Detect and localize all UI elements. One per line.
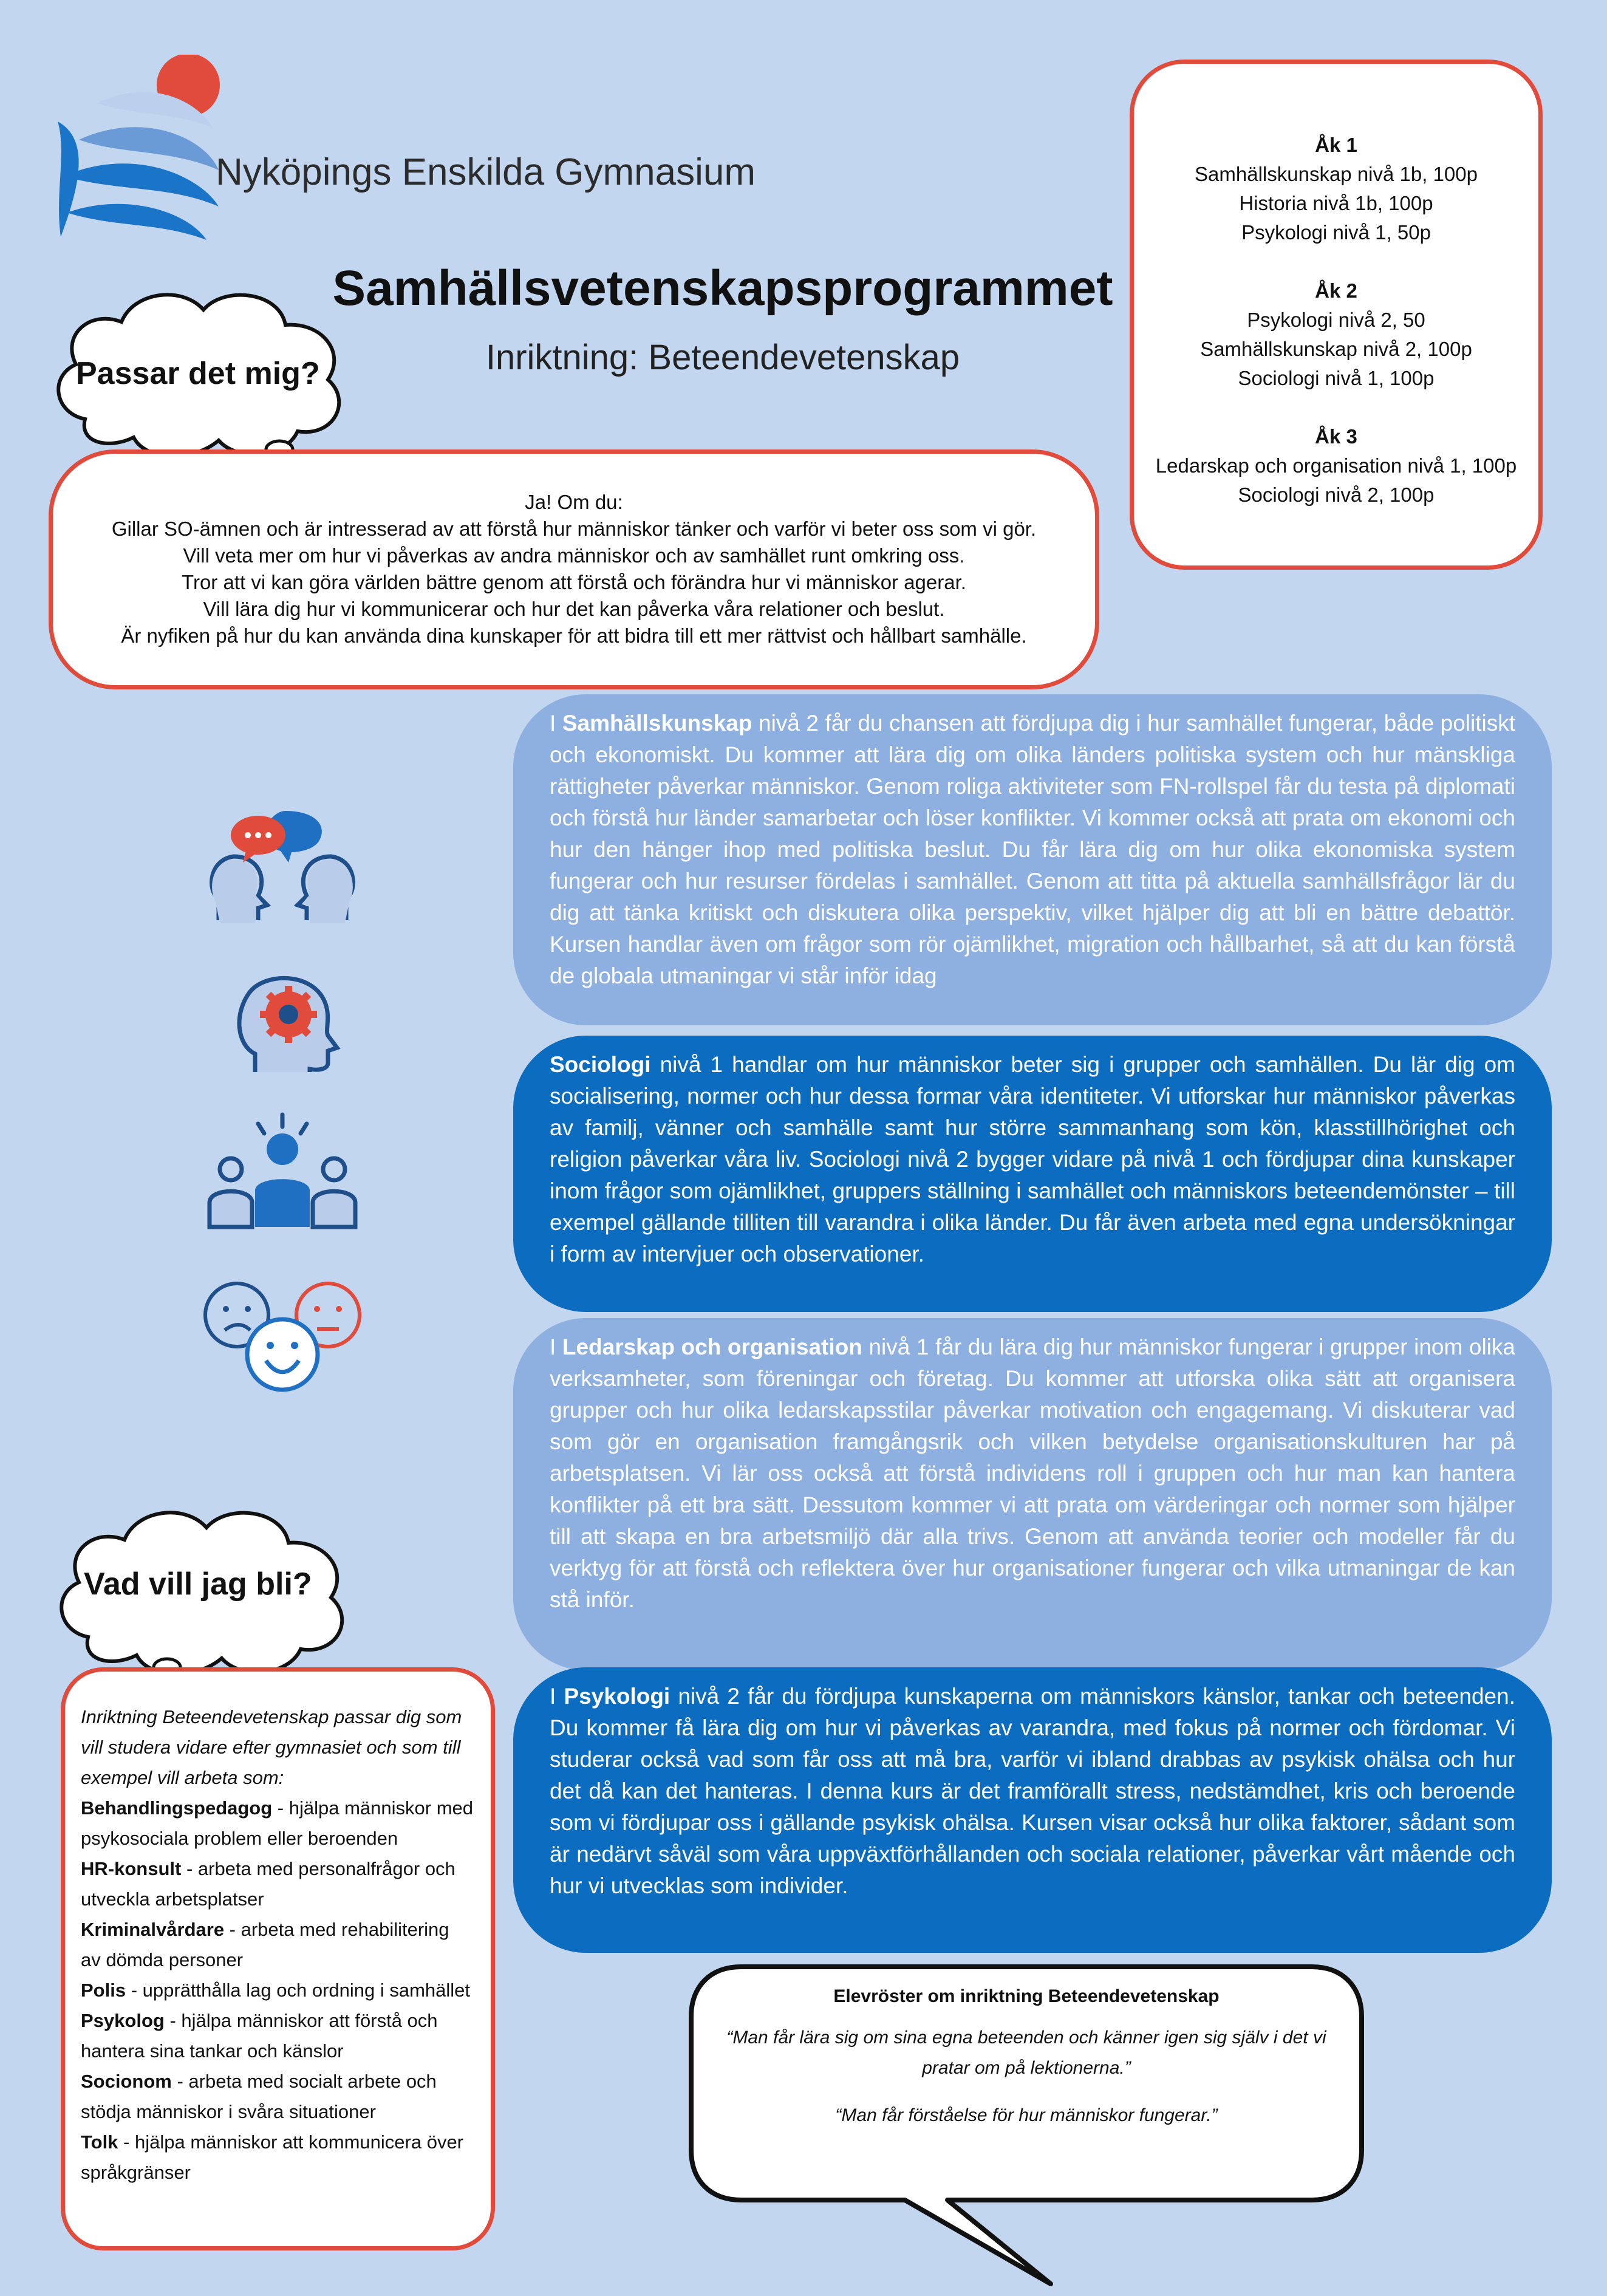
intro-line: Gillar SO-ämnen och är intresserad av att förstå hur människor tänker och varför vi beter oss som vi gör. [111, 518, 1037, 540]
emotion-faces-icon [200, 1276, 364, 1397]
year-course: Samhällskunskap nivå 1b, 100p [1195, 163, 1478, 185]
course-prefix: I [550, 1684, 564, 1709]
year-heading: Åk 1 [1315, 134, 1357, 156]
course-psykologi [513, 1667, 1552, 1953]
conversation-heads-icon [200, 799, 364, 945]
career-item: Behandlingspedagog - hjälpa människor med psykosociala problem eller beroenden [81, 1797, 474, 1849]
intro-line: Ja! Om du: [525, 491, 623, 513]
year-heading: Åk 3 [1315, 425, 1357, 448]
course-text: nivå 2 får du fördjupa kunskaperna om människors känslor, tankar och beteenden. Du kommer få lära dig om hur vi påverkas av varandra, med fokus på normer och fördomar. Vi studerar också vad som får oss att må bra, varför vi ibland drabbas av psykisk ohälsa och hur det då kan det hanteras. I denna kurs är det framförallt stress, nedstämdhet, kris och beroende som vi fördjupar oss i gällande psykisk ohälsa. Kursen visar också hur olika faktorer, sådant som är nedärvt såväl som våra uppväxtförhållanden och sociala relationer, påverkar vårt mående och hur vi utvecklas som individer. [550, 1684, 1515, 1898]
course-name: Sociologi [550, 1052, 651, 1077]
year-course: Psykologi nivå 2, 50 [1247, 309, 1425, 331]
head-gear-icon [200, 957, 364, 1078]
intro-line: Vill lära dig hur vi kommunicerar och hur det kan påverka våra relationer och beslut. [203, 598, 945, 620]
course-text: nivå 1 får du lära dig hur människor fungerar i grupper inom olika verksamheter, som föreningar och företag. Du kommer att utforska olika sätt att organisera grupper och hur olika ledarskapsstilar påverkar motivation och engagemang. Vi diskuterar vad som gör en organisation framgångsrik och vilken betydelse organisationskulturen har på arbetsplatsen. Vi lär oss också att förstå individens roll i gruppen och hur man kan hantera konflikter på ett bra sätt. Dessutom kommer vi att prata om värderingar och normer som hjälper till att skapa en bra arbetsmiljö där alla trivs. Genom att använda teorier och modeller får du verktyg för att förstå och reflektera över hur organisationer fungerar och vilka utmaningar de kan stå inför. [550, 1334, 1515, 1612]
year-course: Ledarskap och organisation nivå 1, 100p [1155, 454, 1517, 477]
careers-box [61, 1667, 495, 2250]
year-course: Sociologi nivå 1, 100p [1238, 367, 1435, 389]
course-prefix: I [550, 1334, 562, 1359]
course-name: Psykologi [564, 1684, 670, 1709]
career-item: Tolk - hjälpa människor att kommunicera över språkgränser [81, 2131, 464, 2183]
year-heading: Åk 2 [1315, 279, 1357, 302]
voices-heading: Elevröster om inriktning Beteendevetenskap [833, 1986, 1220, 2006]
course-name: Samhällskunskap [562, 711, 752, 736]
page-subtitle: Inriktning: Beteendevetenskap [485, 338, 960, 377]
student-quote: “Man får lära sig om sina egna beteenden och känner igen sig själv i det vi pratar om på lektionerna.” [726, 2028, 1326, 2078]
year-course: Sociologi nivå 2, 100p [1238, 483, 1435, 506]
course-samhallskunskap [513, 694, 1552, 1025]
year-2-group [1134, 276, 1538, 393]
intro-box [49, 449, 1099, 689]
course-prefix: I [550, 711, 562, 736]
year-1-group [1134, 131, 1538, 247]
careers-intro: Inriktning Beteendevetenskap passar dig som vill studera vidare efter gymnasiet och som till exempel vill arbeta som: [81, 1706, 462, 1788]
career-item: Psykolog - hjälpa människor att förstå och hantera sina tankar och känslor [81, 2010, 438, 2062]
career-item: Polis - upprätthålla lag och ordning i samhället [81, 1980, 471, 2001]
school-name: Nyköpings Enskilda Gymnasium [216, 151, 756, 193]
page-title: Samhällsvetenskapsprogrammet [332, 261, 1113, 316]
course-ledarskap [513, 1318, 1552, 1670]
course-name: Ledarskap och organisation [562, 1334, 862, 1359]
course-sociologi [513, 1036, 1552, 1312]
intro-line: Tror att vi kan göra världen bättre genom att förstå och förändra hur vi människor agerar. [182, 571, 966, 593]
student-quote: “Man får förståelse för hur människor fungerar.” [835, 2105, 1218, 2125]
career-item: Socionom - arbeta med socialt arbete och stödja människor i svåra situationer [81, 2071, 437, 2122]
course-text: nivå 2 får du chansen att fördjupa dig i hur samhället fungerar, både politiskt och ekonomiskt. Du kommer att lära dig om olika länders politiska system och hur mänskliga rättigheter påverkar människor. Genom roliga aktiviteter som FN-rollspel får du testa på diplomati och förstå hur länder samarbetar och löser konflikter. Vi kommer också att prata om ekonomi och hur den hänger ihop med politiska beslut. Du får lära dig om hur olika ekonomiska system fungerar och hur resurser fördelas i samhället. Genom att titta på aktuella samhällsfrågor lär du dig att tänka kritiskt och diskutera olika perspektiv, vilket hjälper dig att bli en bättre debattör. Kursen handlar även om frågor som rör ojämlikhet, migration och hållbarhet, så att du kan förstå de globala utmaningar vi står inför idag [550, 711, 1515, 988]
course-text: nivå 1 handlar om hur människor beter sig i grupper och samhällen. Du lär dig om socialisering, normer och hur dessa formar våra identiteter. Vi utforskar hur människor påverkas av familj, vänner och samhälle samt hur större sammanhang som kön, klasstillhörighet och religion påverkar våra liv. Sociologi nivå 2 bygger vidare på nivå 1 och fördjupar dina kunskaper inom frågor som ojämlikhet, gruppers ställning i samhället och människors beteendemönster – till exempel gällande tilliten till varandra i olika länder. Du får även arbeta med egna undersökningar i form av intervjuer och observationer. [550, 1052, 1515, 1266]
year-3-group [1134, 422, 1538, 510]
year-course: Samhällskunskap nivå 2, 100p [1200, 338, 1472, 360]
intro-line: Vill veta mer om hur vi påverkas av andra människor och av samhället runt omkring oss. [183, 544, 965, 567]
year-courses-box [1130, 60, 1543, 570]
career-item: HR-konsult - arbeta med personalfrågor och utveckla arbetsplatser [81, 1858, 455, 1910]
cloud-text-top: Passar det mig? [76, 356, 320, 391]
year-course: Psykologi nivå 1, 50p [1241, 221, 1431, 244]
career-item: Kriminalvårdare - arbeta med rehabilitering av dömda personer [81, 1919, 449, 1970]
group-people-icon [200, 1112, 364, 1233]
cloud-text-bottom: Vad vill jag bli? [84, 1567, 312, 1602]
student-voices [711, 1981, 1342, 2148]
year-course: Historia nivå 1b, 100p [1239, 192, 1433, 214]
intro-line: Är nyfiken på hur du kan använda dina kunskaper för att bidra till ett mer rättvist och hållbart samhälle. [121, 624, 1027, 647]
